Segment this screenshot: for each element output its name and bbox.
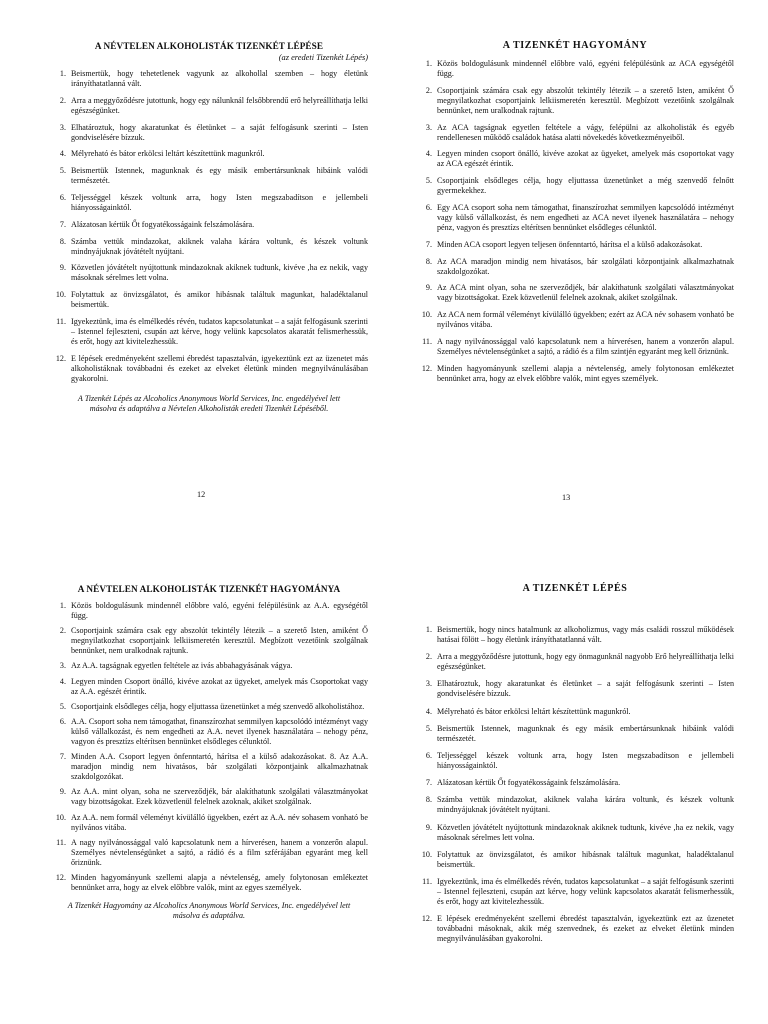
page-title: A NÉVTELEN ALKOHOLISTÁK TIZENKÉT LÉPÉSE <box>94 41 324 51</box>
item-number: 10. <box>421 310 432 320</box>
page-title: A NÉVTELEN ALKOHOLISTÁK TIZENKÉT HAGYOMÁNYA <box>77 584 341 594</box>
list-item <box>416 707 734 717</box>
list-item <box>416 724 734 744</box>
item-text: Számba vettük mindazokat, akiknek valaha kárára voltunk, és készek voltunk mindnyájuknak jóvátételt nyújtani. <box>437 795 734 815</box>
list-item <box>50 787 368 807</box>
item-number: 11. <box>56 837 66 847</box>
steps-list <box>50 69 368 384</box>
item-number: 7. <box>425 778 432 788</box>
list-item <box>50 873 368 893</box>
list-item <box>416 778 734 788</box>
item-text: A.A. Csoport soha nem támogathat, finanszírozhat semmilyen kapcsolódó intézményt vagy külső vállalkozást, és nem engedheti az A.A. nevet ilyenek használatára – nehogy pénz, vagyon és presztízs eltérítsen bennünket elsődleges célunktól. <box>71 716 368 746</box>
item-text: Alázatosan kértük Őt fogyatékosságaink felszámolására. <box>71 219 255 229</box>
list-item <box>416 823 734 843</box>
item-number: 12. <box>55 353 66 363</box>
item-number: 9. <box>59 263 66 273</box>
item-text: Közös boldogulásunk mindennél előbbre való, egyéni felépülésünk az ACA egységétől függ. <box>437 59 734 78</box>
list-item <box>50 717 368 747</box>
item-number: 3. <box>425 122 432 132</box>
item-number: 11. <box>56 316 66 326</box>
item-text: Beismertük Istennek, magunknak és egy másik embertársunknak hibáink valódi természetét. <box>437 723 734 743</box>
page-number: 12 <box>197 490 206 499</box>
list-item <box>416 625 734 645</box>
item-text: Elhatároztuk, hogy akaratunkat és életünket – a saját felfogásunk szerinti – Isten gondviselésére bízzuk. <box>437 679 734 699</box>
item-text: Mélyreható és bátor erkölcsi leltárt készítettünk magunkról. <box>71 149 265 159</box>
list-item <box>416 652 734 672</box>
item-text: A nagy nyilvánossággal való kapcsolatunk nem a hírverésen, hanem a vonzerőn alapul. Személyes névtelenségünket a sajtó, a rádió és a film szintjén egyaránt meg kell őriznünk. <box>437 336 734 356</box>
copyright-note: A Tizenkét Lépés az Alcoholics Anonymous World Services, Inc. engedélyével lett másolva és adaptálva a Névtelen Alkoholisták eredeti Tizenkét Lépéséből. <box>77 393 341 413</box>
page-number: 13 <box>562 493 571 502</box>
item-text: Teljességgel készek voltunk arra, hogy Isten megszabadítson e jellembeli hiányosságainktól. <box>71 192 368 212</box>
list-item <box>50 149 368 159</box>
list-item <box>416 795 734 815</box>
list-item <box>50 220 368 230</box>
traditions-list <box>416 59 734 384</box>
item-number: 7. <box>59 752 66 762</box>
list-item <box>50 601 368 621</box>
item-text: Az ACA maradjon mindig nem hivatásos, bár szolgálati központjaink alkalmazhatnak szakdolgozókat. <box>437 256 734 276</box>
item-text: Csoportjaink számára csak egy abszolút tekintély létezik – a szerető Isten, amiként Ő megnyilatkozhat csoportjaink lelkiismeretén keresztül. Megbízott vezetőink szolgálnak bennünket, nem uralkodnak rajtunk. <box>71 626 368 656</box>
item-number: 5. <box>425 723 432 733</box>
traditions-list <box>50 601 368 893</box>
item-text: Alázatosan kértük Őt fogyatékosságaink felszámolására. <box>437 778 621 788</box>
page-twelve-steps-aa <box>50 40 368 422</box>
list-item <box>50 354 368 384</box>
item-number: 5. <box>59 166 66 176</box>
item-number: 3. <box>59 661 66 671</box>
item-number: 8. <box>425 795 432 805</box>
item-text: Minden hagyományunk szellemi alapja a névtelenség, amely folytonosan emlékeztet bennünket arra, hogy az elvek előbbre valók, mint egyes személyek. <box>437 363 734 383</box>
list-item <box>416 176 734 196</box>
item-text: Az ACA mint olyan, soha ne szerveződjék, bár alakíthatunk szolgálati választmányokat vagy bizottságokat. Ezek közvetlenül felelnek azoknak, akiket szolgálnak. <box>437 283 734 303</box>
item-text: Mélyreható és bátor erkölcsi leltárt készítettünk magunkról. <box>437 706 631 716</box>
list-item <box>416 59 734 79</box>
item-number: 2. <box>59 95 66 105</box>
list-item <box>50 661 368 671</box>
item-text: Arra a meggyőződésre jutottunk, hogy egy önmagunknál nagyobb Erő helyreállíthatja lelki egészségünket. <box>437 652 734 672</box>
item-number: 2. <box>425 85 432 95</box>
list-item <box>50 626 368 656</box>
list-item <box>416 149 734 169</box>
list-item <box>50 69 368 89</box>
list-item <box>416 679 734 699</box>
steps-list <box>416 625 734 944</box>
item-number: 12. <box>421 363 432 373</box>
list-item <box>416 751 734 771</box>
item-text: A nagy nyilvánossággal való kapcsolatunk nem a hírverésen, hanem a vonzerőn alapul. Személyes névtelenségünket a sajtó, a rádió és a film szférájában egyaránt meg kell őriznünk. <box>71 837 368 867</box>
item-text: Közvetlen jóvátételt nyújtottunk mindazoknak akiknek tudtunk, kivéve ,ha ez nekik, vagy másoknak sérelmes lett volna. <box>437 822 734 842</box>
page-title: A TIZENKÉT LÉPÉS <box>522 583 628 594</box>
item-text: Csoportjaink elsődleges célja, hogy eljuttassa üzenetünket a még szenvedő felnőtt gyermekekhez. <box>437 176 734 196</box>
item-number: 6. <box>425 750 432 760</box>
item-text: Beismertük, hogy nincs hatalmunk az alkoholizmus, vagy más családi rosszul működések hatásai fölött – hogy életünk irányíthatatlanná vált. <box>437 625 734 644</box>
item-number: 1. <box>59 601 66 610</box>
item-number: 4. <box>425 149 432 159</box>
item-text: Folytattuk az önvizsgálatot, és amikor hibásnak találtuk magunkat, haladéktalanul beismertük. <box>437 849 734 869</box>
item-text: Folytattuk az önvizsgálatot, és amikor hibásnak találtuk magunkat, haladéktalanul beismertük. <box>71 290 368 310</box>
list-item <box>416 337 734 357</box>
list-item <box>50 813 368 833</box>
item-text: Minden hagyományunk szellemi alapja a névtelenség, amely folytonosan emlékeztet bennünket arra, hogy az elvek előbbre valók, mint az egyes személyek. <box>71 872 368 892</box>
item-text: Az ACA nem formál véleményt kívülálló ügyekben; ezért az ACA név sohasem vonható be nyilvános vitába. <box>437 310 734 330</box>
list-item <box>50 752 368 782</box>
item-number: 6. <box>59 716 66 726</box>
list-item <box>50 166 368 186</box>
item-text: Legyen minden csoport önálló, kivéve azokat az ügyeket, amelyek más csoportokat vagy az ACA egészét érintik. <box>437 149 734 169</box>
item-text: Csoportjaink elsődleges célja, hogy eljuttassa üzenetünket a még szenvedő alkoholistához. <box>71 701 365 711</box>
item-text: E lépések eredményeként szellemi ébredést tapasztalván, igyekeztünk ezt az üzenetet továbbadni másoknak, akik még szenvednek, és ezeket az elveket életünk minden megnyilvánulásában gyakorolni. <box>437 914 734 944</box>
item-number: 2. <box>59 626 66 636</box>
item-text: Egy ACA csoport soha nem támogathat, finanszírozhat semmilyen kapcsolódó intézményt vagy külső vállalkozást, és nem engedheti az ACA nevet ilyenek használatára – nehogy pénz, vagyon és presztízs eltérítsen bennünket elsődleges célunktól. <box>437 202 734 232</box>
item-number: 3. <box>425 679 432 689</box>
list-item <box>50 263 368 283</box>
item-number: 5. <box>425 176 432 186</box>
list-item <box>50 838 368 868</box>
item-number: 10. <box>55 812 66 822</box>
item-text: Az A.A. tagságnak egyetlen feltétele az ivás abbahagyásának vágya. <box>71 661 293 671</box>
list-item <box>50 677 368 697</box>
page-title: A TIZENKÉT HAGYOMÁNY <box>502 40 648 51</box>
list-item <box>50 702 368 712</box>
item-number: 2. <box>425 652 432 662</box>
item-number: 10. <box>55 290 66 300</box>
item-number: 7. <box>425 239 432 249</box>
item-text: Teljességgel készek voltunk arra, hogy Isten megszabadítson e jellembeli hiányosságainktól. <box>437 750 734 770</box>
list-item <box>416 86 734 116</box>
list-item <box>50 193 368 213</box>
item-text: Minden ACA csoport legyen teljesen önfenntartó, hárítsa el a külső adakozásokat. <box>437 239 703 249</box>
list-item <box>416 283 734 303</box>
item-number: 12. <box>55 872 66 882</box>
list-item <box>50 237 368 257</box>
item-text: Közvetlen jóvátételt nyújtottunk mindazoknak akiknek tudtunk, kivéve ,ha ez nekik, vagy másoknak sérelmes lett volna. <box>71 263 368 283</box>
item-number: 11. <box>422 876 432 886</box>
item-number: 5. <box>59 701 66 711</box>
list-item <box>416 364 734 384</box>
list-item <box>416 123 734 143</box>
page-twelve-steps-aca <box>416 583 734 951</box>
item-number: 8. <box>59 236 66 246</box>
list-item <box>416 877 734 907</box>
item-text: Igyekeztünk, ima és elmélkedés révén, tudatos kapcsolatunkat – a saját felfogásunk szerinti – Istennel fejleszteni, csupán azt kérve, hogy velünk kapcsolatos akaratát felismerhessük, és erőt, hogy azt kivitelezhessük. <box>437 876 734 906</box>
item-number: 7. <box>59 219 66 229</box>
list-item <box>50 96 368 116</box>
item-text: Arra a meggyőződésre jutottunk, hogy egy nálunknál felsőbbrendű erő helyreállíthatja lelki egészségünket. <box>71 95 368 115</box>
list-item <box>416 203 734 233</box>
list-item <box>50 317 368 347</box>
list-item <box>50 290 368 310</box>
item-number: 1. <box>59 69 66 78</box>
item-number: 4. <box>59 676 66 686</box>
item-number: 8. <box>425 256 432 266</box>
page-twelve-traditions-aa <box>50 583 368 929</box>
item-text: Csoportjaink számára csak egy abszolút tekintély létezik – a szerető Isten, amiként Ő megnyilatkozhat csoportjaink lelkiismeretén keresztül. Megbízott vezetőink szolgálnak bennünket, nem uralkodnak rajtunk. <box>437 85 734 115</box>
item-number: 6. <box>59 192 66 202</box>
item-text: Számba vettük mindazokat, akiknek valaha kárára voltunk, és készek voltunk mindnyájuknak jóvátételt nyújtani. <box>71 236 368 256</box>
list-item <box>416 257 734 277</box>
item-number: 1. <box>425 625 432 634</box>
item-text: Igyekeztünk, ima és elmélkedés révén, tudatos kapcsolatunkat – a saját felfogásunk szerinti – Istennel fejleszteni, csupán azt kérve, hogy velünk kapcsolatos akaratát felismerhessük, és erőt, hogy azt kivitelezhessük. <box>71 316 368 346</box>
list-item <box>416 240 734 250</box>
item-text: Az A.A. nem formál véleményt kívülálló ügyekben, ezért az A.A. név sohasem vonható be nyilvános vitába. <box>71 812 368 832</box>
item-number: 6. <box>425 202 432 212</box>
list-item <box>416 310 734 330</box>
page-twelve-traditions-aca <box>416 40 734 391</box>
item-number: 1. <box>425 59 432 68</box>
list-item <box>50 123 368 143</box>
item-text: Legyen minden Csoport önálló, kivéve azokat az ügyeket, amelyek más Csoportokat vagy az A.A. egészét érintik. <box>71 676 368 696</box>
item-number: 9. <box>59 787 66 797</box>
item-text: Beismertük Istennek, magunknak és egy másik embertársunknak hibáink valódi természetét. <box>71 166 368 186</box>
item-number: 9. <box>425 822 432 832</box>
item-text: Elhatároztuk, hogy akaratunkat és életünket – a saját felfogásunk szerinti – Isten gondviselésére bízzuk. <box>71 122 368 142</box>
item-number: 3. <box>59 122 66 132</box>
item-text: Minden A.A. Csoport legyen önfenntartó, hárítsa el a külső adakozásokat. 8. Az A.A. maradjon mindig nem hivatásos, bár szolgálati központjaink alkalmazhatnak szakdolgozókat. <box>71 752 368 782</box>
page-subtitle: (az eredeti Tizenkét Lépés) <box>278 53 368 62</box>
item-number: 4. <box>59 149 66 159</box>
item-number: 12. <box>421 914 432 924</box>
item-number: 9. <box>425 283 432 293</box>
item-text: Közös boldogulásunk mindennél előbbre való, egyéni felépülésünk az A.A. egységétől függ. <box>71 601 368 620</box>
item-text: E lépések eredményeként szellemi ébredést tapasztalván, igyekeztünk ezt az üzenetet más alkoholistáknak továbbadni és ezeket az elveket életünk minden megnyilvánulásában gyakorolni. <box>71 353 368 383</box>
item-number: 4. <box>425 706 432 716</box>
item-text: Az ACA tagságnak egyetlen feltétele a vágy, felépülni az alkoholisták és egyéb rendellenesen működő családok hatása alatti növekedés következményeiből. <box>437 122 734 142</box>
item-text: Az A.A. mint olyan, soha ne szerveződjék, bár alakíthatunk szolgálati választmányokat vagy bizottságokat. Ezek közvetlenül felelnek azoknak, akiket szolgálnak. <box>71 787 368 807</box>
item-text: Beismertük, hogy tehetetlenek vagyunk az alkohollal szemben – hogy életünk irányíthatatlanná vált. <box>71 69 368 88</box>
list-item <box>416 914 734 944</box>
item-number: 10. <box>421 849 432 859</box>
list-item <box>416 850 734 870</box>
item-number: 11. <box>422 336 432 346</box>
copyright-note: A Tizenkét Hagyomány az Alcoholics Anonymous World Services, Inc. engedélyével lett másolva és adaptálva. <box>67 900 351 920</box>
